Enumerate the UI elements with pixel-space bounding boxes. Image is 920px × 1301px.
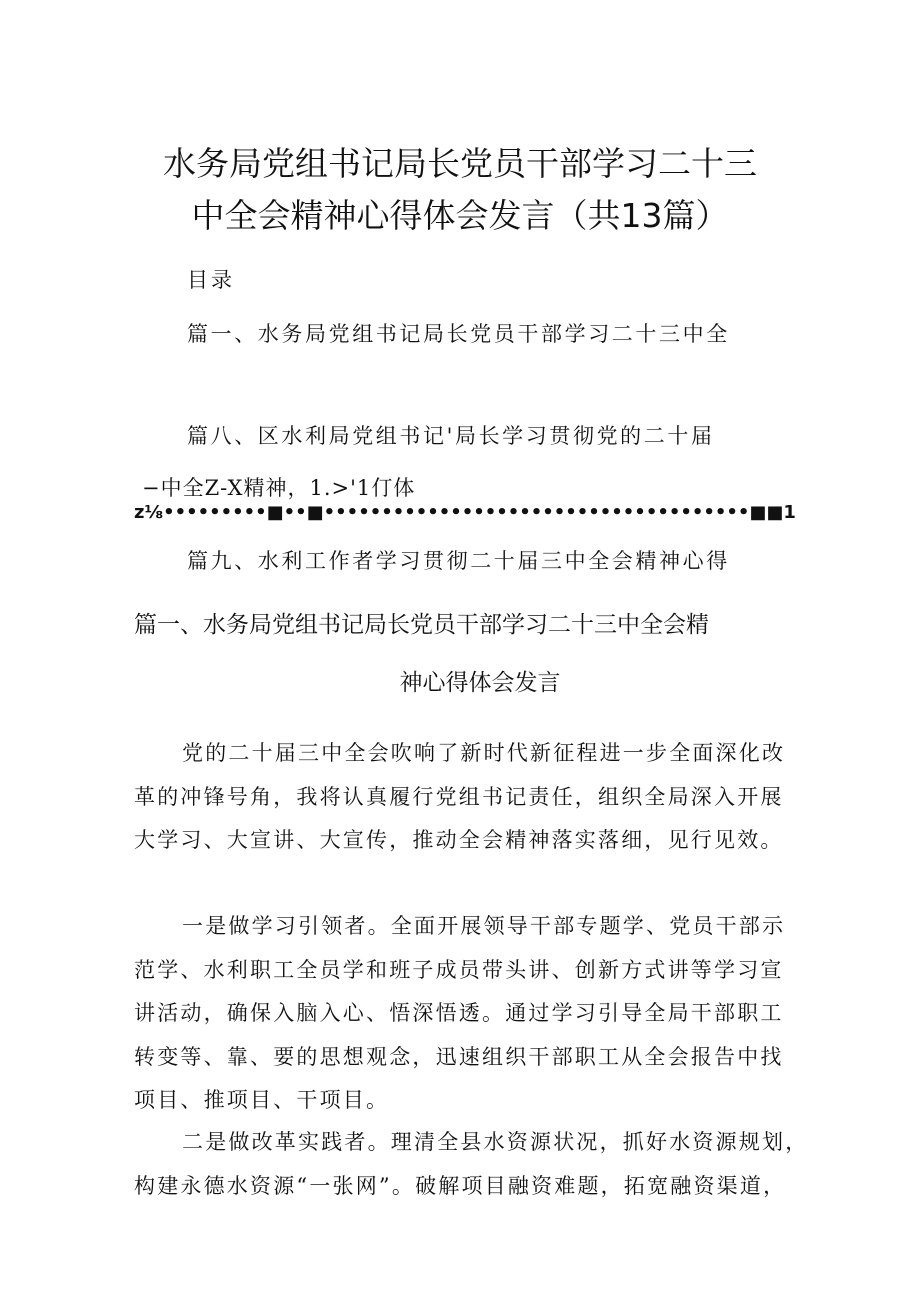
paragraph-line: 构建永德水资源“一张网”。破解项目融资难题，拓宽融资渠道， <box>134 1173 787 1198</box>
paragraph-line: 一是做学习引领者。全面开展领导干部专题学、党员干部示 <box>182 914 786 938</box>
toc-item-8-leader-line: z⅛•••••••••■••■•••••••••••••••••••••••••••••••••••••■■1 <box>134 502 796 523</box>
paragraph-line: 革的冲锋号角，我将认真履行党组书记责任，组织全局深入开展 <box>134 784 784 809</box>
document-title-line-1: 水务局党组书记局长党员干部学习二十三 <box>163 144 757 183</box>
body-paragraph-1 <box>134 732 794 863</box>
body-paragraph-3 <box>134 1121 809 1208</box>
paragraph-line: 二是做改革实践者。理清全县水资源状况，抓好水资源规划， <box>182 1130 809 1154</box>
paragraph-line: 项目、推项目、干项目。 <box>134 1088 390 1112</box>
paragraph-line: 党的二十届三中全会吹响了新时代新征程进一步全面深化改 <box>182 741 786 765</box>
document-title-line-2: 中全会精神心得体会发言（共13篇） <box>191 196 729 235</box>
toc-item-8-line-2: −中全Z-X精神，1.>'1仃体 <box>142 476 416 500</box>
section-heading-line-2: 神心得体会发言 <box>399 670 561 696</box>
toc-heading: 目录 <box>187 268 235 292</box>
paragraph-line: 范学、水利职工全员学和班子成员带头讲、创新方式讲等学习宣 <box>134 957 784 982</box>
toc-item-9: 篇九、水利工作者学习贯彻二十届三中全会精神心得 <box>187 549 730 573</box>
paragraph-line: 转变等、靠、要的思想观念，迅速组织干部职工从全会报告中找 <box>134 1044 784 1069</box>
body-paragraph-2 <box>134 905 794 1123</box>
paragraph-line: 讲活动，确保入脑入心、悟深悟透。通过学习引导全局干部职工 <box>134 1001 784 1025</box>
section-heading-line-1: 篇一、水务局党组书记局长党员干部学习二十三中全会精 <box>134 612 709 638</box>
toc-item-1: 篇一、水务局党组书记局长党员干部学习二十三中全 <box>187 322 730 346</box>
paragraph-line: 大学习、大宣讲、大宣传，推动全会精神落实落细，见行见效。 <box>134 828 784 852</box>
toc-item-8-line-1: 篇八、区水利局党组书记'局长学习贯彻党的二十届 <box>187 424 715 448</box>
